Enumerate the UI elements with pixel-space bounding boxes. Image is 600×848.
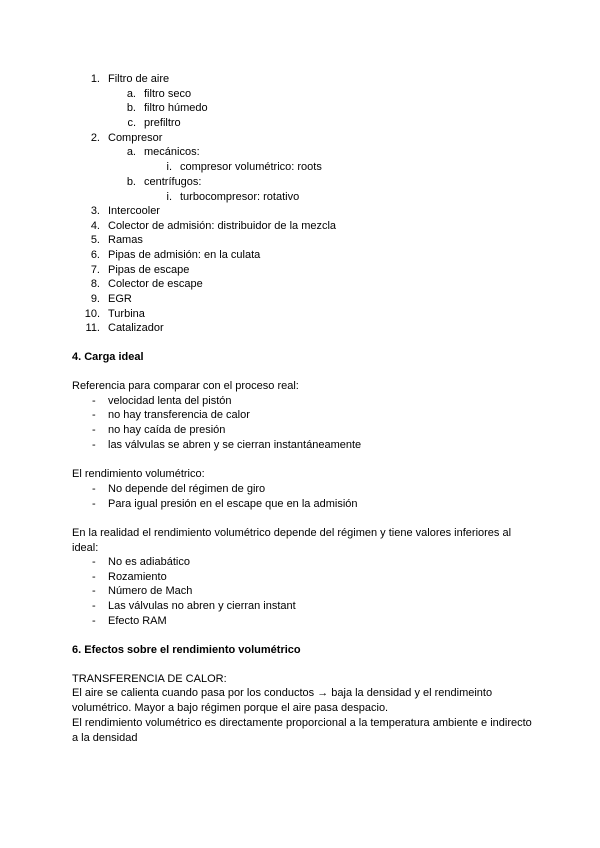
bullet-dash: - <box>92 409 96 421</box>
bullet-dash: - <box>92 585 96 597</box>
bullet-item: Las válvulas no abren y cierran instant <box>108 600 296 612</box>
list-item: Compresor <box>108 132 163 144</box>
list-item: Ramas <box>108 234 143 246</box>
list-item: centrífugos: <box>144 176 202 188</box>
list-number: 10. <box>84 308 100 320</box>
list-number: a. <box>126 146 136 158</box>
list-item: Turbina <box>108 308 145 320</box>
bullet-item: No depende del régimen de giro <box>108 483 266 495</box>
bullet-item: no hay caída de presión <box>108 424 226 436</box>
list-item: Colector de escape <box>108 278 203 290</box>
paragraph: El rendimiento volumétrico: <box>72 468 205 480</box>
paragraph: En la realidad el rendimiento volumétrico depende del régimen y tiene valores inferiores al ideal: <box>72 527 512 554</box>
paragraph: Referencia para comparar con el proceso real: <box>72 380 299 392</box>
bullet-dash: - <box>92 483 96 495</box>
section-heading: 4. Carga ideal <box>72 351 144 363</box>
bullet-dash: - <box>92 600 96 612</box>
list-number: i. <box>166 191 172 203</box>
paragraph: El rendimiento volumétrico es directamente proporcional a la temperatura ambiente e indirecto a la densidad <box>72 717 532 744</box>
list-item: compresor volumétrico: roots <box>180 161 322 173</box>
list-item: EGR <box>108 293 132 305</box>
list-item: filtro húmedo <box>144 102 208 114</box>
bullet-dash: - <box>92 571 96 583</box>
list-item: prefiltro <box>144 117 181 129</box>
list-item: Pipas de admisión: en la culata <box>108 249 261 261</box>
list-item: Filtro de aire <box>108 73 170 85</box>
section-heading: 6. Efectos sobre el rendimiento volumétrico <box>72 644 301 656</box>
bullet-item: Número de Mach <box>108 585 193 597</box>
list-number: 5. <box>90 234 100 246</box>
list-number: 8. <box>90 278 100 290</box>
bullet-item: Efecto RAM <box>108 615 167 627</box>
bullet-item: No es adiabático <box>108 556 190 568</box>
list-number: b. <box>126 176 136 188</box>
bullet-item: no hay transferencia de calor <box>108 409 250 421</box>
bullet-item: velocidad lenta del pistón <box>108 395 232 407</box>
bullet-item: Rozamiento <box>108 571 167 583</box>
list-number: 4. <box>90 220 100 232</box>
subheading: TRANSFERENCIA DE CALOR: <box>72 673 227 685</box>
list-item: Colector de admisión: distribuidor de la mezcla <box>108 220 337 232</box>
bullet-dash: - <box>92 424 96 436</box>
list-number: 11. <box>85 322 100 334</box>
list-number: 1. <box>90 73 100 85</box>
list-item: Catalizador <box>108 322 164 334</box>
list-item: Intercooler <box>108 205 160 217</box>
bullet-item: Para igual presión en el escape que en la admisión <box>108 498 358 510</box>
bullet-dash: - <box>92 556 96 568</box>
bullet-dash: - <box>92 439 96 451</box>
list-number: 6. <box>90 249 100 261</box>
list-number: 9. <box>90 293 100 305</box>
list-number: 7. <box>90 264 100 276</box>
list-number: i. <box>166 161 172 173</box>
paragraph: El aire se calienta cuando pasa por los conductos → baja la densidad y el rendimeinto volumétrico. Mayor a bajo régimen porque el aire pasa despacio. <box>72 687 493 714</box>
list-item: turbocompresor: rotativo <box>180 191 300 203</box>
bullet-dash: - <box>92 395 96 407</box>
list-item: Pipas de escape <box>108 264 190 276</box>
list-number: 2. <box>90 132 100 144</box>
list-item: mecánicos: <box>144 146 200 158</box>
list-number: b. <box>126 102 136 114</box>
bullet-dash: - <box>92 615 96 627</box>
list-item: filtro seco <box>144 88 192 100</box>
bullet-dash: - <box>92 498 96 510</box>
list-number: a. <box>126 88 136 100</box>
bullet-item: las válvulas se abren y se cierran instantáneamente <box>108 439 362 451</box>
list-number: c. <box>127 117 136 129</box>
list-number: 3. <box>90 205 100 217</box>
